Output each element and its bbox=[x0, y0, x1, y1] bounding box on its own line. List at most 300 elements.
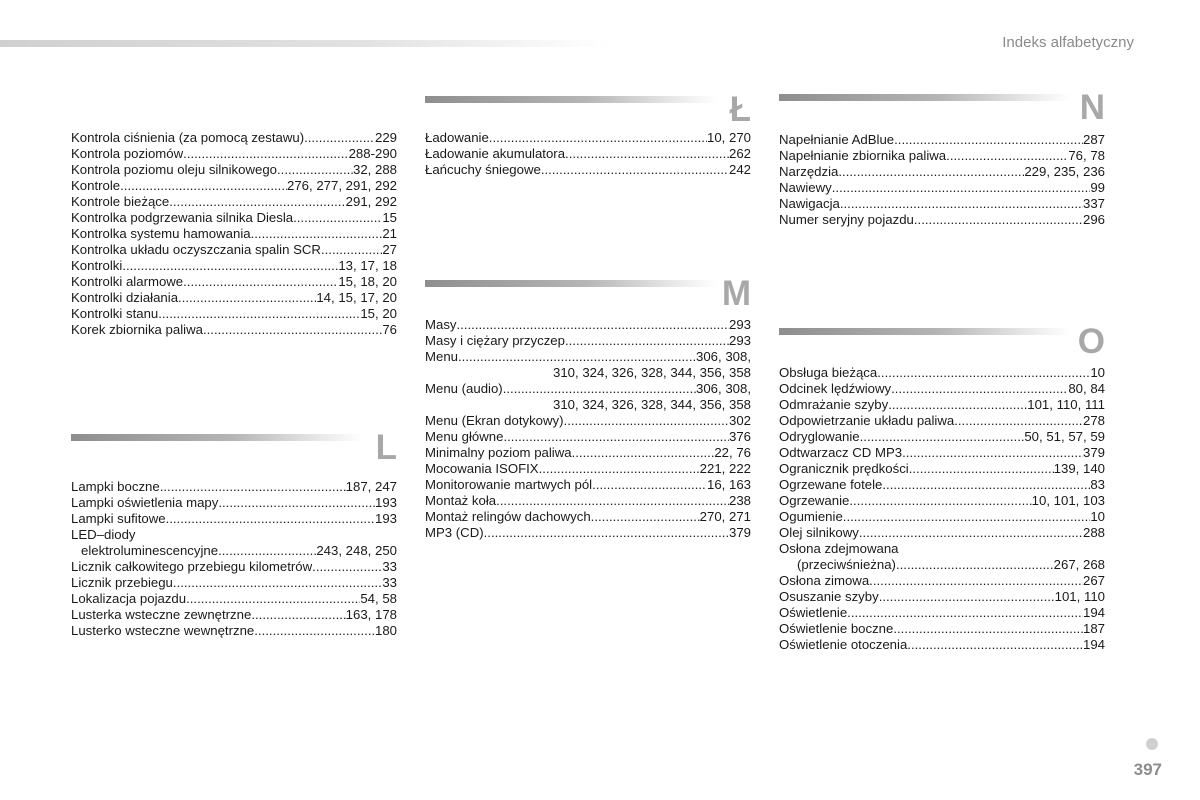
dot-leader bbox=[907, 637, 1083, 653]
index-entry bbox=[779, 397, 1105, 413]
index-entry bbox=[425, 349, 751, 381]
entry-page-refs: 310, 324, 326, 328, 344, 356, 358 bbox=[553, 365, 751, 380]
entry-page-refs: 27 bbox=[382, 242, 397, 257]
index-entry bbox=[779, 445, 1105, 461]
index-entry bbox=[71, 322, 397, 338]
section-letter: N bbox=[1079, 88, 1105, 127]
index-entry-line bbox=[779, 525, 1105, 541]
entry-page-refs: 32, 288 bbox=[353, 162, 397, 177]
entry-page-refs: 101, 110, 111 bbox=[1027, 397, 1105, 412]
index-entry-line bbox=[71, 591, 397, 607]
entry-term: Menu główne bbox=[425, 429, 504, 444]
index-entry bbox=[71, 495, 397, 511]
dot-leader bbox=[879, 589, 1055, 605]
entry-term: Lampki boczne bbox=[71, 479, 160, 494]
entry-page-refs: 291, 292 bbox=[345, 194, 397, 209]
index-entry-line bbox=[425, 381, 751, 397]
entry-term: Odcinek lędźwiowy bbox=[779, 381, 892, 396]
dot-leader bbox=[186, 591, 360, 607]
index-entry-line bbox=[71, 242, 397, 258]
index-entry-line bbox=[425, 317, 751, 333]
entry-page-refs: 229, 235, 236 bbox=[1024, 164, 1105, 179]
entry-list bbox=[425, 130, 751, 178]
dot-leader bbox=[218, 543, 316, 559]
entry-page-refs: 194 bbox=[1082, 605, 1105, 620]
entry-term: Obsługa bieżąca bbox=[779, 365, 878, 380]
entry-term: Menu (Ekran dotykowy) bbox=[425, 413, 564, 428]
entry-term: Mocowania ISOFIX bbox=[425, 461, 539, 476]
entry-term: Oświetlenie otoczenia bbox=[779, 637, 908, 652]
entry-page-refs: 163, 178 bbox=[345, 607, 397, 622]
section-letter: Ł bbox=[729, 90, 751, 129]
index-entry-line bbox=[425, 130, 751, 146]
entry-term: Numer seryjny pojazdu bbox=[779, 212, 914, 227]
entry-term: Kontrola poziomu oleju silnikowego bbox=[71, 162, 277, 177]
entry-term: Lampki oświetlenia mapy bbox=[71, 495, 219, 510]
dot-leader bbox=[882, 477, 1090, 493]
index-entry bbox=[425, 493, 751, 509]
entry-term: Licznik całkowitego przebiegu kilometrów bbox=[71, 559, 313, 574]
index-entry-line bbox=[779, 605, 1105, 621]
entry-page-refs: 101, 110 bbox=[1054, 589, 1105, 604]
dot-leader bbox=[484, 525, 729, 541]
dot-leader bbox=[877, 365, 1090, 381]
entry-page-refs: 221, 222 bbox=[699, 461, 751, 476]
dot-leader bbox=[591, 509, 700, 525]
dot-leader bbox=[293, 210, 382, 226]
index-entry bbox=[71, 146, 397, 162]
index-entry bbox=[71, 258, 397, 274]
index-entry-line bbox=[779, 557, 1105, 573]
entry-term: Odpowietrzanie układu paliwa bbox=[779, 413, 955, 428]
entry-page-refs: 276, 277, 291, 292 bbox=[287, 178, 397, 193]
section-header bbox=[779, 322, 1105, 362]
index-entry bbox=[71, 226, 397, 242]
entry-term: Montaż relingów dachowych bbox=[425, 509, 591, 524]
dot-leader bbox=[496, 493, 729, 509]
entry-term: Olej silnikowy bbox=[779, 525, 859, 540]
entry-term: Lokalizacja pojazdu bbox=[71, 591, 187, 606]
dot-leader bbox=[183, 274, 338, 290]
index-entry bbox=[779, 413, 1105, 429]
index-entry-line bbox=[425, 397, 751, 413]
index-entry bbox=[425, 525, 751, 541]
index-entry bbox=[779, 589, 1105, 605]
entry-term: (przeciwśnieżna) bbox=[797, 557, 896, 572]
index-entry-line bbox=[779, 637, 1105, 653]
entry-term: Lusterka wsteczne zewnętrzne bbox=[71, 607, 252, 622]
index-entry bbox=[71, 274, 397, 290]
index-entry-line bbox=[425, 146, 751, 162]
entry-page-refs: 293 bbox=[728, 317, 751, 332]
index-entry bbox=[71, 210, 397, 226]
section-header-bar bbox=[425, 96, 717, 103]
index-entry-line bbox=[779, 397, 1105, 413]
entry-term: Ładowanie akumulatora bbox=[425, 146, 566, 161]
entry-page-refs: 99 bbox=[1090, 180, 1105, 195]
dot-leader bbox=[166, 511, 375, 527]
entry-page-refs: 80, 84 bbox=[1068, 381, 1105, 396]
entry-page-refs: 262 bbox=[728, 146, 751, 161]
index-entry bbox=[71, 511, 397, 527]
entry-term: Ogrzewanie bbox=[779, 493, 850, 508]
index-entry-line bbox=[779, 180, 1105, 196]
index-entry bbox=[425, 130, 751, 146]
entry-term: Monitorowanie martwych pól bbox=[425, 477, 593, 492]
entry-page-refs: 193 bbox=[374, 511, 397, 526]
dot-leader bbox=[946, 148, 1068, 164]
dot-leader bbox=[218, 495, 375, 511]
dot-leader bbox=[888, 397, 1027, 413]
dot-leader bbox=[592, 477, 707, 493]
entry-page-refs: 278 bbox=[1082, 413, 1105, 428]
entry-page-refs: 10, 101, 103 bbox=[1031, 493, 1105, 508]
index-entry-line bbox=[71, 210, 397, 226]
index-entry-line bbox=[425, 493, 751, 509]
section-header bbox=[425, 90, 751, 130]
index-entry-line bbox=[71, 194, 397, 210]
index-entry bbox=[425, 445, 751, 461]
section-o bbox=[779, 322, 1105, 653]
index-entry bbox=[425, 333, 751, 349]
index-entry bbox=[71, 178, 397, 194]
entry-page-refs: 293 bbox=[728, 333, 751, 348]
entry-term: Menu bbox=[425, 349, 458, 364]
dot-leader bbox=[503, 429, 729, 445]
entry-term: LED–diody bbox=[71, 527, 136, 542]
entry-term: Narzędzia bbox=[779, 164, 839, 179]
entry-term: Kontrolki stanu bbox=[71, 306, 159, 321]
index-entry bbox=[71, 130, 397, 146]
entry-term: Nawiewy bbox=[779, 180, 832, 195]
index-entry-line bbox=[425, 349, 751, 365]
entry-page-refs: 54, 58 bbox=[360, 591, 397, 606]
entry-term: Kontrolki alarmowe bbox=[71, 274, 184, 289]
index-entry bbox=[779, 132, 1105, 148]
index-entry-line bbox=[779, 589, 1105, 605]
entry-term: Oświetlenie boczne bbox=[779, 621, 894, 636]
entry-page-refs: 194 bbox=[1082, 637, 1105, 652]
entry-term: Kontrola poziomów bbox=[71, 146, 184, 161]
index-entry-line bbox=[71, 162, 397, 178]
entry-page-refs: 306, 308, bbox=[696, 349, 751, 364]
entry-page-refs: 310, 324, 326, 328, 344, 356, 358 bbox=[553, 397, 751, 412]
index-entry bbox=[71, 479, 397, 495]
entry-term: Kontrolka układu oczyszczania spalin SCR bbox=[71, 242, 321, 257]
dot-leader bbox=[564, 413, 729, 429]
entry-term: Osłona zdejmowana bbox=[779, 541, 899, 556]
entry-term: Ogumienie bbox=[779, 509, 843, 524]
index-entry-line bbox=[71, 575, 397, 591]
index-entry-line bbox=[779, 413, 1105, 429]
index-entry-line bbox=[71, 130, 397, 146]
index-entry-line bbox=[779, 509, 1105, 525]
entry-page-refs: 187 bbox=[1082, 621, 1105, 636]
dot-leader bbox=[158, 306, 360, 322]
entry-term: Korek zbiornika paliwa bbox=[71, 322, 203, 337]
dot-leader bbox=[120, 178, 287, 194]
entry-term: Odryglowanie bbox=[779, 429, 860, 444]
index-entry bbox=[779, 477, 1105, 493]
index-entry-line bbox=[71, 290, 397, 306]
section-l-stroke bbox=[425, 90, 751, 178]
entry-list bbox=[779, 132, 1105, 228]
dot-leader bbox=[914, 212, 1083, 228]
entry-page-refs: 379 bbox=[728, 525, 751, 540]
entry-page-refs: 379 bbox=[1082, 445, 1105, 460]
section-header-bar bbox=[425, 280, 717, 287]
dot-leader bbox=[169, 194, 345, 210]
index-entry bbox=[779, 180, 1105, 196]
dot-leader bbox=[572, 445, 715, 461]
entry-term: Kontrole bieżące bbox=[71, 194, 170, 209]
entry-page-refs: 287 bbox=[1082, 132, 1105, 147]
entry-page-refs: 337 bbox=[1082, 196, 1105, 211]
dot-leader bbox=[312, 559, 382, 575]
entry-list bbox=[71, 130, 397, 338]
index-entry-line bbox=[71, 623, 397, 639]
index-entry bbox=[425, 381, 751, 413]
dot-leader bbox=[539, 461, 700, 477]
dot-leader bbox=[541, 162, 729, 178]
entry-term: Oświetlenie bbox=[779, 605, 848, 620]
section-letter: M bbox=[721, 274, 751, 313]
entry-page-refs: 76, 78 bbox=[1068, 148, 1105, 163]
entry-term: Kontrolka systemu hamowania bbox=[71, 226, 251, 241]
index-entry-line bbox=[425, 445, 751, 461]
index-entry-line bbox=[71, 226, 397, 242]
entry-term: Napełnianie AdBlue bbox=[779, 132, 895, 147]
index-entry bbox=[425, 413, 751, 429]
entry-page-refs: 14, 15, 17, 20 bbox=[316, 290, 397, 305]
index-entry bbox=[425, 509, 751, 525]
entry-term: Odtwarzacz CD MP3 bbox=[779, 445, 903, 460]
top-gradient-bar bbox=[0, 40, 610, 47]
index-entry-line bbox=[71, 146, 397, 162]
dot-leader bbox=[304, 130, 375, 146]
section-m bbox=[425, 274, 751, 541]
entry-term: Ogrzewane fotele bbox=[779, 477, 883, 492]
index-entry-line bbox=[71, 178, 397, 194]
index-entry bbox=[71, 306, 397, 322]
entry-term: Osłona zimowa bbox=[779, 573, 870, 588]
entry-page-refs: 15, 18, 20 bbox=[338, 274, 397, 289]
entry-page-refs: 21 bbox=[382, 226, 397, 241]
dot-leader bbox=[894, 132, 1083, 148]
index-entry bbox=[425, 461, 751, 477]
dot-leader bbox=[254, 623, 375, 639]
index-entry-line bbox=[425, 461, 751, 477]
index-entry bbox=[779, 365, 1105, 381]
entry-term: Menu (audio) bbox=[425, 381, 503, 396]
index-entry bbox=[779, 148, 1105, 164]
entry-page-refs: 15, 20 bbox=[360, 306, 397, 321]
section-header bbox=[71, 428, 397, 468]
index-entry-line bbox=[425, 333, 751, 349]
index-entry-line bbox=[779, 461, 1105, 477]
entry-term: Montaż koła bbox=[425, 493, 497, 508]
dot-leader bbox=[840, 196, 1083, 212]
index-entry-line bbox=[71, 527, 397, 543]
dot-leader bbox=[902, 445, 1083, 461]
index-entry-line bbox=[779, 132, 1105, 148]
dot-leader bbox=[909, 461, 1054, 477]
index-entry-line bbox=[71, 607, 397, 623]
index-entry-line bbox=[779, 164, 1105, 180]
dot-leader bbox=[565, 146, 729, 162]
section-l bbox=[71, 428, 397, 639]
dot-leader bbox=[847, 605, 1083, 621]
dot-leader bbox=[277, 162, 353, 178]
dot-leader bbox=[251, 226, 383, 242]
entry-page-refs: 33 bbox=[382, 575, 397, 590]
dot-leader bbox=[891, 381, 1068, 397]
dot-leader bbox=[860, 429, 1025, 445]
section-header-bar bbox=[779, 94, 1071, 101]
index-entry bbox=[779, 381, 1105, 397]
index-entry bbox=[71, 162, 397, 178]
entry-page-refs: 50, 51, 57, 59 bbox=[1024, 429, 1105, 444]
entry-page-refs: 187, 247 bbox=[345, 479, 397, 494]
index-entry bbox=[779, 509, 1105, 525]
entry-page-refs: 10, 270 bbox=[707, 130, 751, 145]
index-entry bbox=[71, 607, 397, 623]
index-entry-line bbox=[779, 621, 1105, 637]
index-entry bbox=[71, 290, 397, 306]
entry-term: Kontrolki działania bbox=[71, 290, 179, 305]
dot-leader bbox=[122, 258, 338, 274]
index-entry-line bbox=[779, 477, 1105, 493]
index-entry bbox=[425, 477, 751, 493]
index-entry-line bbox=[779, 429, 1105, 445]
entry-page-refs: 229 bbox=[374, 130, 397, 145]
entry-page-refs: 267, 268 bbox=[1053, 557, 1105, 572]
index-entry-line bbox=[71, 322, 397, 338]
index-entry bbox=[779, 493, 1105, 509]
index-entry-line bbox=[425, 477, 751, 493]
entry-term: Kontrolka podgrzewania silnika Diesla bbox=[71, 210, 294, 225]
page-marker-dot bbox=[1146, 738, 1158, 750]
entry-page-refs: 76 bbox=[382, 322, 397, 337]
entry-list bbox=[71, 479, 397, 639]
entry-list bbox=[779, 365, 1105, 653]
entry-page-refs: 296 bbox=[1082, 212, 1105, 227]
section-header bbox=[425, 274, 751, 314]
index-entry-line bbox=[779, 381, 1105, 397]
entry-term: Masy bbox=[425, 317, 457, 332]
index-entry bbox=[779, 621, 1105, 637]
section-n bbox=[779, 88, 1105, 228]
entry-page-refs: 180 bbox=[374, 623, 397, 638]
index-entry bbox=[71, 242, 397, 258]
section-letter: O bbox=[1077, 322, 1105, 361]
entry-page-refs: 22, 76 bbox=[714, 445, 751, 460]
entry-page-refs: 83 bbox=[1090, 477, 1105, 492]
entry-page-refs: 193 bbox=[374, 495, 397, 510]
dot-leader bbox=[869, 573, 1083, 589]
entry-page-refs: 270, 271 bbox=[699, 509, 751, 524]
entry-page-refs: 139, 140 bbox=[1053, 461, 1105, 476]
entry-page-refs: 10 bbox=[1090, 509, 1105, 524]
entry-term: Masy i ciężary przyczep bbox=[425, 333, 565, 348]
index-entry-line bbox=[71, 274, 397, 290]
index-entry bbox=[779, 212, 1105, 228]
index-entry bbox=[425, 146, 751, 162]
index-entry-line bbox=[71, 511, 397, 527]
entry-page-refs: 238 bbox=[728, 493, 751, 508]
entry-page-refs: 288 bbox=[1082, 525, 1105, 540]
index-entry-line bbox=[425, 429, 751, 445]
index-entry bbox=[71, 623, 397, 639]
dot-leader bbox=[849, 493, 1031, 509]
index-entry-line bbox=[779, 212, 1105, 228]
entry-term: Osuszanie szyby bbox=[779, 589, 879, 604]
entry-term: Ogranicznik prędkości bbox=[779, 461, 909, 476]
index-entry-line bbox=[779, 365, 1105, 381]
index-entry-line bbox=[71, 495, 397, 511]
index-entry bbox=[425, 317, 751, 333]
index-entry bbox=[425, 429, 751, 445]
index-entry-line bbox=[779, 573, 1105, 589]
entry-term: Lusterko wsteczne wewnętrzne bbox=[71, 623, 255, 638]
index-entry-line bbox=[425, 413, 751, 429]
index-entry bbox=[779, 541, 1105, 573]
dot-leader bbox=[457, 317, 729, 333]
index-entry-line bbox=[425, 162, 751, 178]
entry-page-refs: 10 bbox=[1090, 365, 1105, 380]
index-entry bbox=[779, 164, 1105, 180]
entry-page-refs: 16, 163 bbox=[707, 477, 751, 492]
dot-leader bbox=[503, 381, 696, 397]
dot-leader bbox=[565, 333, 729, 349]
index-entry-line bbox=[71, 306, 397, 322]
section-letter: L bbox=[375, 428, 397, 467]
dot-leader bbox=[838, 164, 1024, 180]
entry-page-refs: 376 bbox=[728, 429, 751, 444]
entry-term: elektroluminescencyjne bbox=[81, 543, 219, 558]
index-entry-line bbox=[779, 148, 1105, 164]
index-entry bbox=[71, 591, 397, 607]
entry-term: MP3 (CD) bbox=[425, 525, 484, 540]
section-header bbox=[779, 88, 1105, 128]
entry-term: Lampki sufitowe bbox=[71, 511, 166, 526]
page-number: 397 bbox=[1133, 760, 1162, 779]
index-entry bbox=[71, 575, 397, 591]
entry-term: Odmrażanie szyby bbox=[779, 397, 889, 412]
index-entry-line bbox=[779, 541, 1105, 557]
index-entry-line bbox=[71, 543, 397, 559]
entry-term: Ładowanie bbox=[425, 130, 489, 145]
entry-term: Łańcuchy śniegowe bbox=[425, 162, 541, 177]
entry-term: Nawigacja bbox=[779, 196, 840, 211]
dot-leader bbox=[843, 509, 1091, 525]
entry-list bbox=[425, 317, 751, 541]
index-entry-line bbox=[71, 479, 397, 495]
index-entry-line bbox=[425, 365, 751, 381]
index-entry-line bbox=[779, 196, 1105, 212]
dot-leader bbox=[893, 621, 1083, 637]
index-entry bbox=[71, 527, 397, 559]
index-entry-line bbox=[71, 258, 397, 274]
entry-page-refs: 13, 17, 18 bbox=[338, 258, 397, 273]
index-entry bbox=[71, 194, 397, 210]
index-entry-line bbox=[779, 493, 1105, 509]
index-entry-line bbox=[425, 525, 751, 541]
section-header-bar bbox=[779, 328, 1071, 335]
entry-term: Kontrola ciśnienia (za pomocą zestawu) bbox=[71, 130, 305, 145]
index-entry bbox=[779, 196, 1105, 212]
entry-page-refs: 267 bbox=[1082, 573, 1105, 588]
